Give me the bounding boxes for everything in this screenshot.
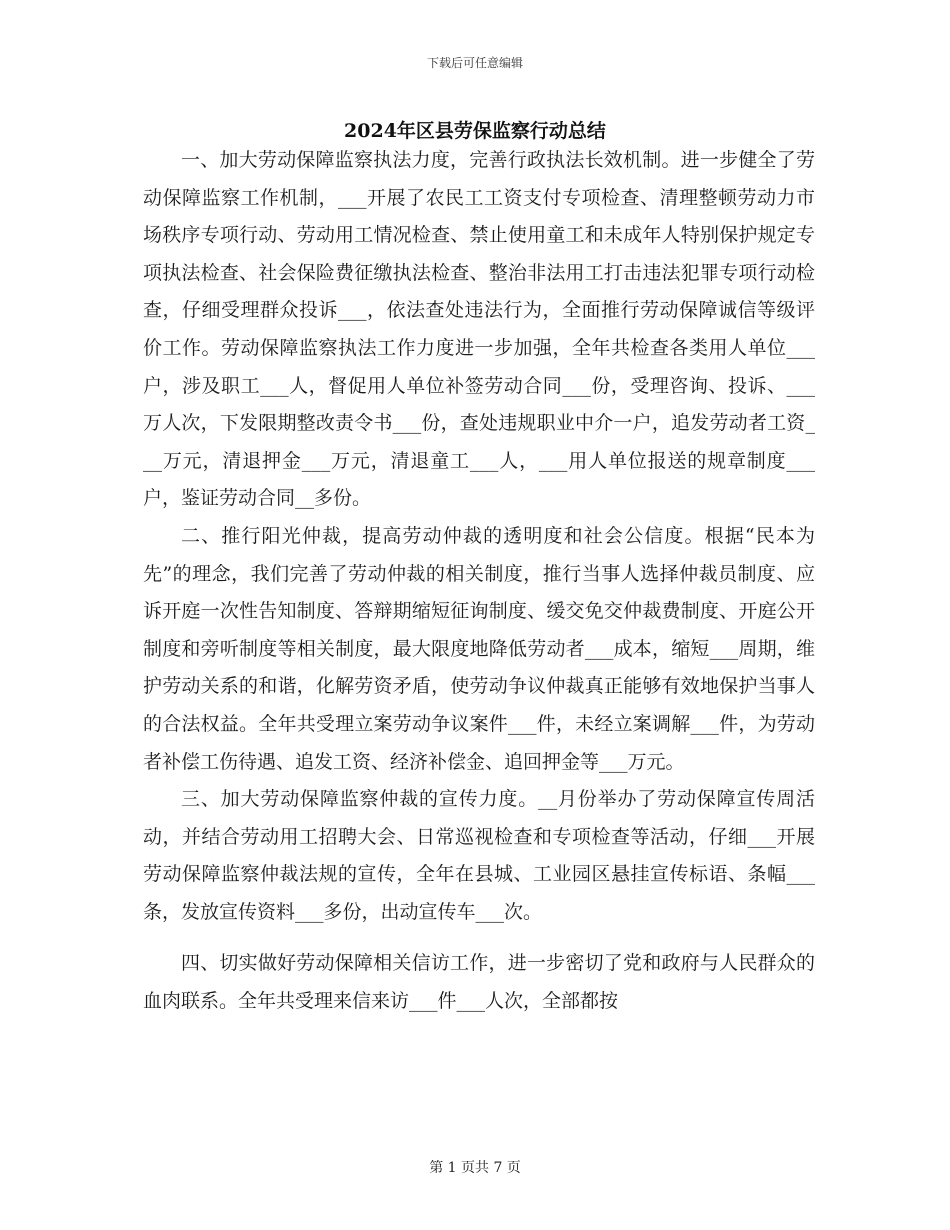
document-body: [143, 142, 815, 1021]
document-title: 2024年区县劳保监察行动总结: [344, 120, 606, 142]
page-number: 第 1 页共 7 页: [429, 1160, 521, 1176]
paragraph-4: 四、切实做好劳动保障相关信访工作，进一步密切了党和政府与人民群众的血肉联系。全年共受理来信来访___件___人次，全部都按: [143, 952, 815, 1013]
paragraph-1: 一、加大劳动保障监察执法力度，完善行政执法长效机制。进一步健全了劳动保障监察工作机制，___开展了农民工工资支付专项检查、清理整顿劳动力市场秩序专项行动、劳动用工情况检查、禁止使用童工和未成年人特别保护规定专项执法检查、社会保险费征缴执法检查、整治非法用工打击违法犯罪专项行动检查，仔细受理群众投诉___，依法查处违法行为，全面推行劳动保障诚信等级评价工作。劳动保障监察执法工作力度进一步加强，全年共检查各类用人单位___户，涉及职工___人，督促用人单位补签劳动合同___份，受理咨询、投诉、___万人次，下发限期整改责令书___份，查处违规职业中介一户，追发劳动者工资___万元，清退押金___万元，清退童工___人，___用人单位报送的规章制度___户，鉴证劳动合同__多份。: [143, 149, 815, 510]
header-note: 下载后可任意编辑: [426, 56, 523, 70]
paragraph-3: 三、加大劳动保障监察仲裁的宣传力度。__月份举办了劳动保障宣传周活动，并结合劳动用工招聘大会、日常巡视检查和专项检查等活动，仔细___开展劳动保障监察仲裁法规的宣传，全年在县城、工业园区悬挂宣传标语、条幅___条，发放宣传资料___多份，出动宣传车___次。: [143, 788, 815, 923]
paragraph-2: 二、推行阳光仲裁，提高劳动仲裁的透明度和社会公信度。根据“民本为先”的理念，我们完善了劳动仲裁的相关制度，推行当事人选择仲裁员制度、应诉开庭一次性告知制度、答辩期缩短征询制度、缓交免交仲裁费制度、开庭公开制度和旁听制度等相关制度，最大限度地降低劳动者___成本，缩短___周期，维护劳动关系的和谐，化解劳资矛盾，使劳动争议仲裁真正能够有效地保护当事人的合法权益。全年共受理立案劳动争议案件___件，未经立案调解___件，为劳动者补偿工伤待遇、追发工资、经济补偿金、追回押金等___万元。: [143, 524, 815, 773]
